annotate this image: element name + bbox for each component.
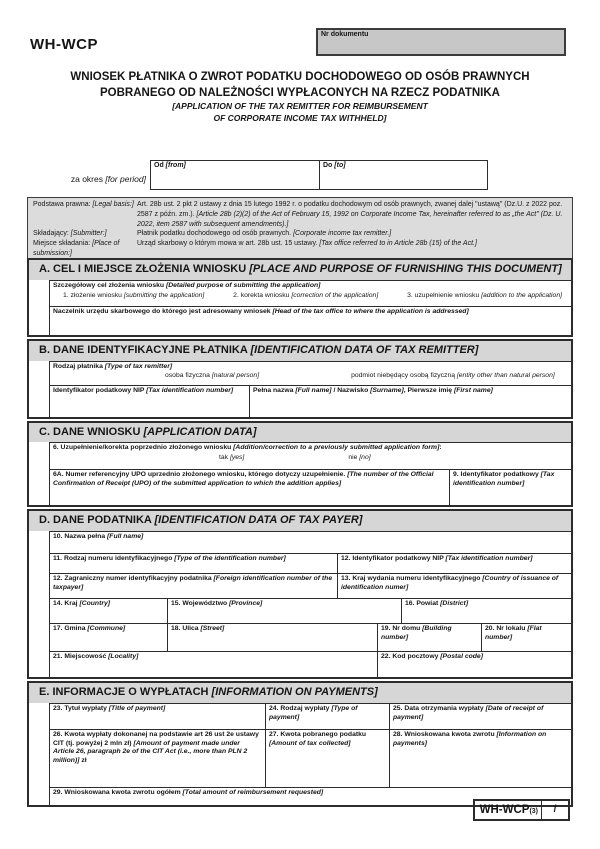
field-19-building-number[interactable] <box>377 623 481 651</box>
remitter-type-options <box>53 371 568 381</box>
field-15-province[interactable] <box>167 598 401 623</box>
remitter-nip-field[interactable] <box>49 385 249 417</box>
section-e-rows <box>49 703 571 805</box>
field-25-label: 25. Data otrzymania wypłaty [Date of receipt of payment] <box>393 704 544 721</box>
field-17-label: 17. Gmina [Commune] <box>53 625 126 632</box>
field-18-street[interactable] <box>167 623 377 651</box>
field-12-foreign-id[interactable] <box>49 573 337 598</box>
field-10-row <box>49 531 571 553</box>
place-of-submission-text: Urząd skarbowy o którym mowa w art. 28b ust. 15 ustawy. [Tax office referred to in Article 28b (15) of the Act.] <box>137 240 477 248</box>
form-title-en-line2: OF CORPORATE INCOME TAX WITHHELD] <box>213 112 387 123</box>
field-25-date-of-receipt[interactable] <box>389 703 571 729</box>
field-6-options <box>53 453 568 463</box>
field-23-title-of-payment[interactable] <box>49 703 265 729</box>
field-22-postal-code[interactable] <box>377 651 571 677</box>
remitter-nip-label: Identyfikator podatkowy NIP [Tax identification number] <box>53 386 234 394</box>
field-10-full-name[interactable] <box>49 531 571 553</box>
field-28-reimbursement-amount[interactable] <box>389 729 571 787</box>
field-19-label: 19. Nr domu [Building number] <box>381 625 452 641</box>
field-27-amount-of-tax-collected[interactable] <box>265 729 389 787</box>
purpose-row <box>49 280 571 306</box>
field-12-nip[interactable] <box>337 553 571 573</box>
option-yes[interactable]: tak [yes] <box>219 454 245 462</box>
field-11-label: 11. Rodzaj numeru identyfikacyjnego [Type of the identification number] <box>53 555 286 562</box>
field-28-label: 28. Wnioskowana kwota zwrotu [Information on payments] <box>393 730 547 747</box>
remitter-type-label: Rodzaj płatnika [Type of tax remitter] <box>53 362 173 370</box>
document-number-label: Nr dokumentu <box>321 31 369 38</box>
field-24-label: 24. Rodzaj wypłaty [Type of payment] <box>269 704 358 721</box>
submitter-label: Składający: [Submitter:] <box>33 230 107 238</box>
form-title-en-line1: [APPLICATION OF THE TAX REMITTER FOR REIMBURSEMENT <box>172 101 428 112</box>
field-26-28-row <box>49 729 571 787</box>
field-12-nip-label: 12. Identyfikator podatkowy NIP [Tax identification number] <box>341 555 533 562</box>
field-29-label: 29. Wnioskowana kwota zwrotu ogółem [Total amount of reimbursement requested] <box>53 788 324 796</box>
period-to-label: Do [to] <box>323 162 346 169</box>
submitter-row <box>33 229 567 239</box>
option-correction-application[interactable]: 2. korekta wniosku [correction of the application] <box>233 291 379 299</box>
field-12-foreign-label: 12. Zagraniczny numer identyfikacyjny podatnika [Foreign identification number of the taxpayer] <box>53 575 333 591</box>
form-sections <box>27 258 573 807</box>
footer-page-slash: / <box>553 804 557 815</box>
field-6a-label: 6A. Numer referencyjny UPO uprzednio złożonego wniosku, którego dotyczy uzupełnienie. [The number of the Official Confirmation of Receipt (UPO) of the submitted application to which the addition applies] <box>53 471 434 488</box>
field-6a-row <box>49 469 571 505</box>
field-20-label: 20. Nr lokalu [Flat number] <box>485 625 542 641</box>
period-label: za okres [for period] <box>70 174 146 184</box>
form-code: WH-WCP <box>30 36 98 53</box>
field-23-25-row <box>49 703 571 729</box>
field-12-13-row <box>49 573 571 598</box>
field-14-label: 14. Kraj [Country] <box>53 600 111 607</box>
field-9-tax-identifier[interactable] <box>449 469 571 505</box>
head-office-row <box>49 306 571 335</box>
submitter-text: Płatnik podatku dochodowego od osób prawnych. [Corporate income tax remitter.] <box>137 230 392 238</box>
field-13-label: 13. Kraj wydania numeru identyfikacyjnego [Country of issuance of identification numer] <box>341 575 559 591</box>
footer-form-code <box>475 801 542 819</box>
head-office-field[interactable] <box>49 306 571 335</box>
field-14-16-row <box>49 598 571 623</box>
form-title-line2: POBRANEGO OD NALEŻNOŚCI WYPŁACONYCH NA RZECZ PODATNIKA <box>100 87 500 100</box>
field-17-20-row <box>49 623 571 651</box>
section-d-title: D. DANE PODATNIKA [IDENTIFICATION DATA OF TAX PAYER] <box>29 511 571 531</box>
field-26-amount-of-payment[interactable] <box>49 729 265 787</box>
field-23-label: 23. Tytuł wypłaty [Title of payment] <box>53 704 166 712</box>
section-c <box>27 421 573 508</box>
section-e-title: E. INFORMACJE O WYPŁATACH [INFORMATION ON PAYMENTS] <box>29 683 571 703</box>
document-number-field[interactable] <box>316 28 566 56</box>
remitter-full-name-label: Pełna nazwa [Full name] / Nazwisko [Surname], Pierwsze imię [First name] <box>253 386 493 394</box>
legal-basis-box <box>27 197 573 263</box>
field-16-district[interactable] <box>401 598 571 623</box>
section-a-title: A. CEL I MIEJSCE ZŁOŻENIA WNIOSKU [PLACE AND PURPOSE OF FURNISHING THIS DOCUMENT] <box>29 260 571 280</box>
purpose-field <box>49 280 571 306</box>
section-a <box>27 258 573 337</box>
period-row <box>60 160 488 190</box>
head-office-label: Naczelnik urzędu skarbowego do którego jest adresowany wniosek [Head of the tax office to where the application is addressed] <box>53 307 469 315</box>
section-e <box>27 681 573 807</box>
section-d <box>27 509 573 679</box>
field-20-flat-number[interactable] <box>481 623 571 651</box>
section-b-title: B. DANE IDENTYFIKACYJNE PŁATNIKA [IDENTIFICATION DATA OF TAX REMITTER] <box>29 341 571 361</box>
purpose-label: Szczegółowy cel złożenia wniosku [Detailed purpose of submitting the application] <box>53 281 321 289</box>
field-16-label: 16. Powiat [District] <box>405 600 469 607</box>
field-13-country-of-issuance[interactable] <box>337 573 571 598</box>
field-15-label: 15. Województwo [Province] <box>171 600 263 607</box>
period-box <box>150 160 488 190</box>
legal-basis-row <box>33 200 567 229</box>
option-natural-person[interactable]: osoba fizyczna [natural person] <box>165 372 260 380</box>
field-9-label: 9. Identyfikator podatkowy [Tax identification number] <box>453 471 555 488</box>
field-21-label: 21. Miejscowość [Locality] <box>53 653 139 660</box>
purpose-options <box>53 291 568 301</box>
field-6-row <box>49 442 571 469</box>
period-to-field[interactable] <box>319 161 487 189</box>
option-submitting-application[interactable]: 1. złożenie wniosku [submitting the application] <box>63 291 205 299</box>
remitter-id-row <box>49 385 571 417</box>
section-b <box>27 339 573 419</box>
field-11-id-number-type[interactable] <box>49 553 337 573</box>
field-27-label: 27. Kwota pobranego podatku [Amount of tax collected] <box>269 730 367 747</box>
form-title <box>0 69 600 124</box>
field-21-locality[interactable] <box>49 651 377 677</box>
section-b-rows <box>49 361 571 417</box>
remitter-type-field <box>49 361 571 385</box>
period-from-label: Od [from] <box>154 162 186 169</box>
field-6-addition-correction <box>49 442 571 469</box>
field-6a-upo-reference-number[interactable] <box>49 469 449 505</box>
field-11-12-row <box>49 553 571 573</box>
footer-version: (3) <box>529 808 538 815</box>
remitter-full-name-field[interactable] <box>249 385 571 417</box>
footer-form-code-box <box>473 799 570 821</box>
period-from-field[interactable] <box>151 161 319 189</box>
remitter-type-row <box>49 361 571 385</box>
field-18-label: 18. Ulica [Street] <box>171 625 225 632</box>
field-24-type-of-payment[interactable] <box>265 703 389 729</box>
section-c-title: C. DANE WNIOSKU [APPLICATION DATA] <box>29 423 571 443</box>
legal-basis-text: Art. 28b ust. 2 pkt 2 ustawy z dnia 15 lutego 1992 r. o podatku dochodowym od osób prawnych, zwanej dalej "ustawą" (Dz.U. z 2022 poz. 2587 z późn. zm.). [Article 28b (2)(2) of the Act of February 15, 1992 on Corporate Income Tax, hereinafter referred to as „the Act" (Dz. U. 2022, item 2587 with subsequent amendments).] <box>137 201 563 228</box>
field-14-country[interactable] <box>49 598 167 623</box>
legal-basis-label: Podstawa prawna: [Legal basis:] <box>33 201 134 208</box>
field-17-commune[interactable] <box>49 623 167 651</box>
field-10-label: 10. Nazwa pełna [Full name] <box>53 533 144 540</box>
option-no[interactable]: nie [no] <box>348 454 371 462</box>
footer-code-text: WH-WCP <box>479 804 530 816</box>
place-of-submission-label: Miejsce składania: [Place of submission:] <box>33 240 120 257</box>
option-addition-application[interactable]: 3. uzupełnienie wniosku [addition to the application] <box>407 291 562 299</box>
field-22-label: 22. Kod pocztowy [Postal code] <box>381 653 483 660</box>
section-a-rows <box>49 280 571 335</box>
field-26-label: 26. Kwota wypłaty dokonanej na podstawie art 26 ust 2e ustawy CIT (tj. powyżej 2 mln zł) [Amount of payment made under Article 26, paragraph 2e of the CIT Act (i.e., more than PLN 2 million)] zł <box>53 730 259 765</box>
section-d-rows <box>49 531 571 677</box>
form-title-line1: WNIOSEK PŁATNIKA O ZWROT PODATKU DOCHODOWEGO OD OSÓB PRAWNYCH <box>70 71 530 83</box>
option-entity-other-than-natural-person[interactable]: podmiot niebędący osobą fizyczną [entity other than natural person] <box>351 372 555 380</box>
section-c-rows <box>49 442 571 505</box>
field-21-22-row <box>49 651 571 677</box>
place-of-submission-row <box>33 239 567 259</box>
field-6-label: 6. Uzupełnienie/korekta poprzednio złożonego wniosku [Addition/correction to a previously submitted application form]: <box>53 444 442 452</box>
